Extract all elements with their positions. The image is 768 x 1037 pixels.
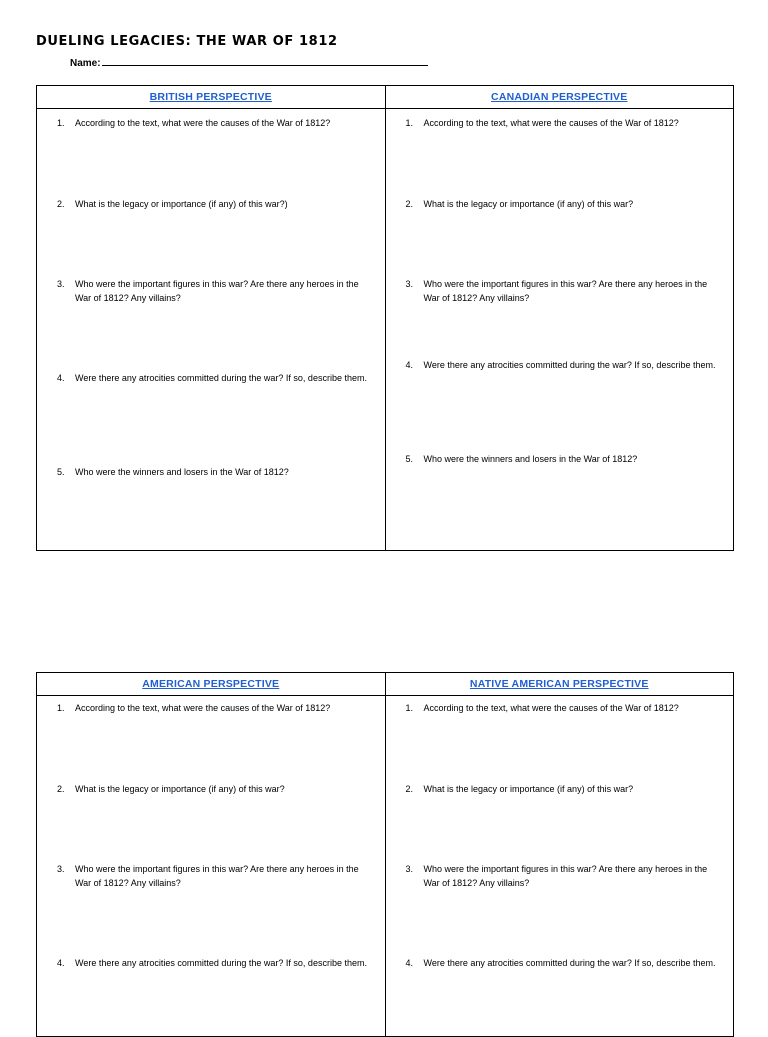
question-item: 5. Who were the winners and losers in the War of 1812? xyxy=(57,467,289,477)
question-item: 2. What is the legacy or importance (if any) of this war? xyxy=(405,784,634,794)
question-item: 4. Were there any atrocities committed during the war? If so, describe them. xyxy=(405,360,716,370)
native-american-perspective-heading: NATIVE AMERICAN PERSPECTIVE xyxy=(385,673,734,696)
british-perspective-heading: BRITISH PERSPECTIVE xyxy=(37,86,386,109)
question-item: 1. According to the text, what were the causes of the War of 1812? xyxy=(405,703,679,713)
question-item: 3. Who were the important figures in this war? Are there any heroes in the War of 1812? Any villains? xyxy=(57,279,359,303)
question-item: 1. According to the text, what were the causes of the War of 1812? xyxy=(57,118,331,128)
question-item: 4. Were there any atrocities committed during the war? If so, describe them. xyxy=(57,958,367,968)
question-item: 3. Who were the important figures in this war? Are there any heroes in the War of 1812? Any villains? xyxy=(405,279,708,303)
perspective-table-2 xyxy=(36,672,734,1037)
question-item: 1. According to the text, what were the causes of the War of 1812? xyxy=(57,703,331,713)
question-item: 5. Who were the winners and losers in the War of 1812? xyxy=(405,454,638,464)
question-item: 2. What is the legacy or importance (if any) of this war?) xyxy=(57,199,288,209)
question-item: 2. What is the legacy or importance (if any) of this war? xyxy=(57,784,285,794)
name-field[interactable] xyxy=(70,55,428,69)
name-underline xyxy=(102,55,428,66)
question-item: 1. According to the text, what were the causes of the War of 1812? xyxy=(405,118,679,128)
question-item: 4. Were there any atrocities committed during the war? If so, describe them. xyxy=(405,958,716,968)
question-item: 2. What is the legacy or importance (if any) of this war? xyxy=(405,199,634,209)
canadian-perspective-cell[interactable] xyxy=(385,109,734,551)
question-item: 4. Were there any atrocities committed during the war? If so, describe them. xyxy=(57,373,367,383)
native-american-perspective-cell[interactable] xyxy=(385,696,734,1037)
question-item: 3. Who were the important figures in this war? Are there any heroes in the War of 1812? Any villains? xyxy=(57,864,359,888)
question-item: 3. Who were the important figures in this war? Are there any heroes in the War of 1812? Any villains? xyxy=(405,864,708,888)
american-perspective-heading: AMERICAN PERSPECTIVE xyxy=(37,673,386,696)
american-perspective-cell[interactable] xyxy=(37,696,386,1037)
canadian-perspective-heading: CANADIAN PERSPECTIVE xyxy=(385,86,734,109)
perspective-table-1 xyxy=(36,85,734,551)
name-label: Name: xyxy=(70,58,101,69)
british-perspective-cell[interactable] xyxy=(37,109,386,551)
page-title: DUELING LEGACIES: THE WAR OF 1812 xyxy=(36,34,338,49)
